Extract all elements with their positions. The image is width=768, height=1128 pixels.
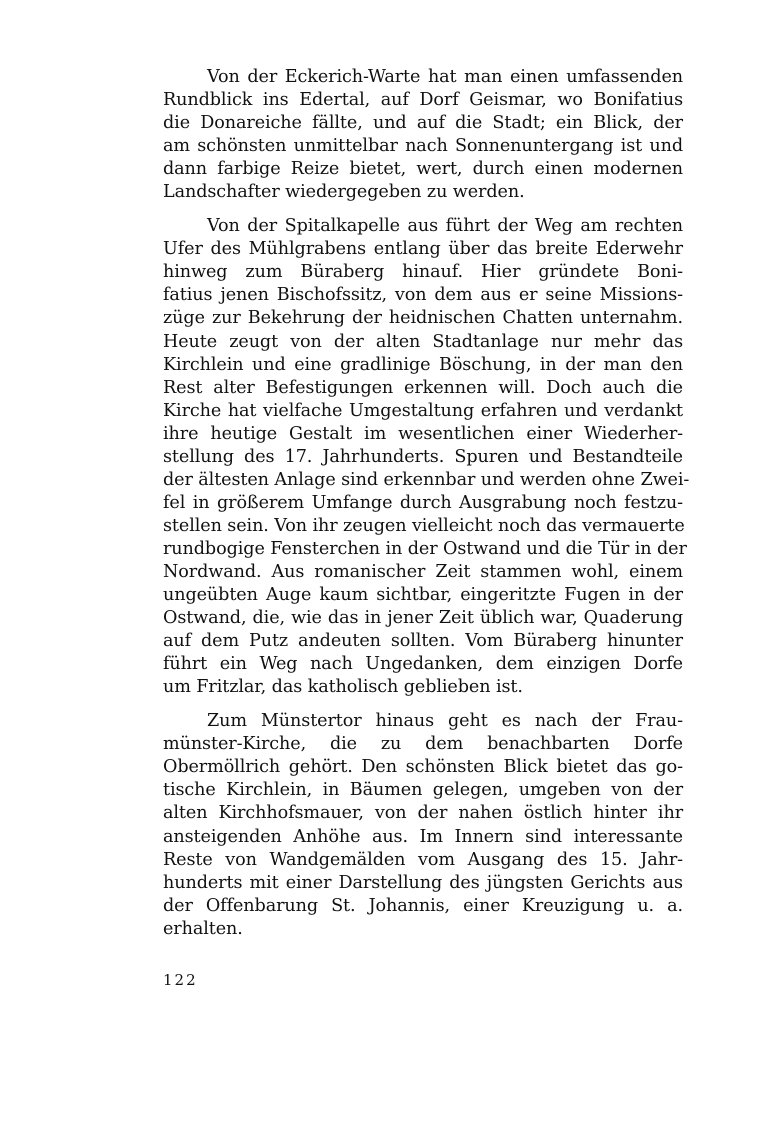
text-line: Kirche hat vielfache Umgestaltung erfahren und verdankt [163,400,683,421]
text-line: Zum Münstertor hinaus geht es nach der Frau- [207,711,683,732]
text-line: züge zur Bekehrung der heidnischen Chatten unternahm. [163,308,683,329]
text-line: ihre heutige Gestalt im wesentlichen einer Wiederher- [163,423,683,444]
text-line: Obermöllrich gehört. Den schönsten Blick bietet das go- [163,757,683,778]
text-line: rundbogige Fensterchen in der Ostwand und die Tür in der [163,538,687,559]
text-line: tische Kirchlein, in Bäumen gelegen, umgeben von der [163,780,683,801]
text-line: Rundblick ins Edertal, auf Dorf Geismar, wo Bonifatius [163,90,683,111]
text-line: hinweg zum Büraberg hinauf. Hier gründete Boni- [163,262,683,283]
text-line: die Donareiche fällte, und auf die Stadt; ein Blick, der [163,113,683,134]
text-line: münster-Kirche, die zu dem benachbarten Dorfe [163,734,683,755]
paragraph-eckerich-warte [163,66,683,204]
paragraph-spitalkapelle [163,215,690,699]
text-line: Kirchlein und eine gradlinige Böschung, in der man den [163,354,683,375]
text-line: Nordwand. Aus romanischer Zeit stammen wohl, einem [163,561,683,582]
text-line: am schönsten unmittelbar nach Sonnenuntergang ist und [163,136,683,157]
text-line: um Fritzlar, das katholisch geblieben ist. [163,677,523,698]
text-line: Von der Spitalkapelle aus führt der Weg am rechten [207,216,683,237]
page-number: 122 [163,971,198,989]
text-line: Reste von Wandgemälden vom Ausgang des 15. Jahr- [163,849,683,870]
text-line: erhalten. [163,918,243,939]
text-line: Ufer des Mühlgrabens entlang über das breite Ederwehr [163,239,683,260]
paragraph-gap [163,699,683,710]
paragraph-muenstertor [163,710,683,940]
text-line: Von der Eckerich-Warte hat man einen umfassenden [207,67,683,87]
text-line: stellung des 17. Jahrhunderts. Spuren und Bestandteile [163,446,683,467]
paragraph-gap [163,204,683,215]
text-line: stellen sein. Von ihr zeugen vielleicht noch das vermauerte [163,515,685,536]
text-line: Ostwand, die, wie das in jener Zeit üblich war, Quaderung [163,608,683,629]
text-line: Landschafter wiedergegeben zu werden. [163,182,525,203]
text-line: alten Kirchhofsmauer, von der nahen östlich hinter ihr [163,803,683,824]
text-line: ansteigenden Anhöhe aus. Im Innern sind interessante [163,826,683,847]
text-line: fatius jenen Bischofssitz, von dem aus er seine Missions- [163,285,683,306]
text-line: ungeübten Auge kaum sichtbar, eingeritzte Fugen in der [163,585,683,606]
text-line: der ältesten Anlage sind erkennbar und werden ohne Zwei- [163,469,690,490]
text-line: führt ein Weg nach Ungedanken, dem einzigen Dorfe [163,654,683,675]
text-line: fel in größerem Umfange durch Ausgrabung noch festzu- [163,492,683,513]
text-line: auf dem Putz andeuten sollten. Vom Büraberg hinunter [163,631,683,652]
page-body [163,66,690,941]
text-line: dann farbige Reize bietet, wert, durch einen modernen [163,159,683,180]
text-line: Heute zeugt von der alten Stadtanlage nur mehr das [163,331,683,352]
text-line: Rest alter Befestigungen erkennen will. Doch auch die [163,377,683,398]
text-line: der Offenbarung St. Johannis, einer Kreuzigung u. a. [163,895,683,916]
text-line: hunderts mit einer Darstellung des jüngsten Gerichts aus [163,872,683,893]
